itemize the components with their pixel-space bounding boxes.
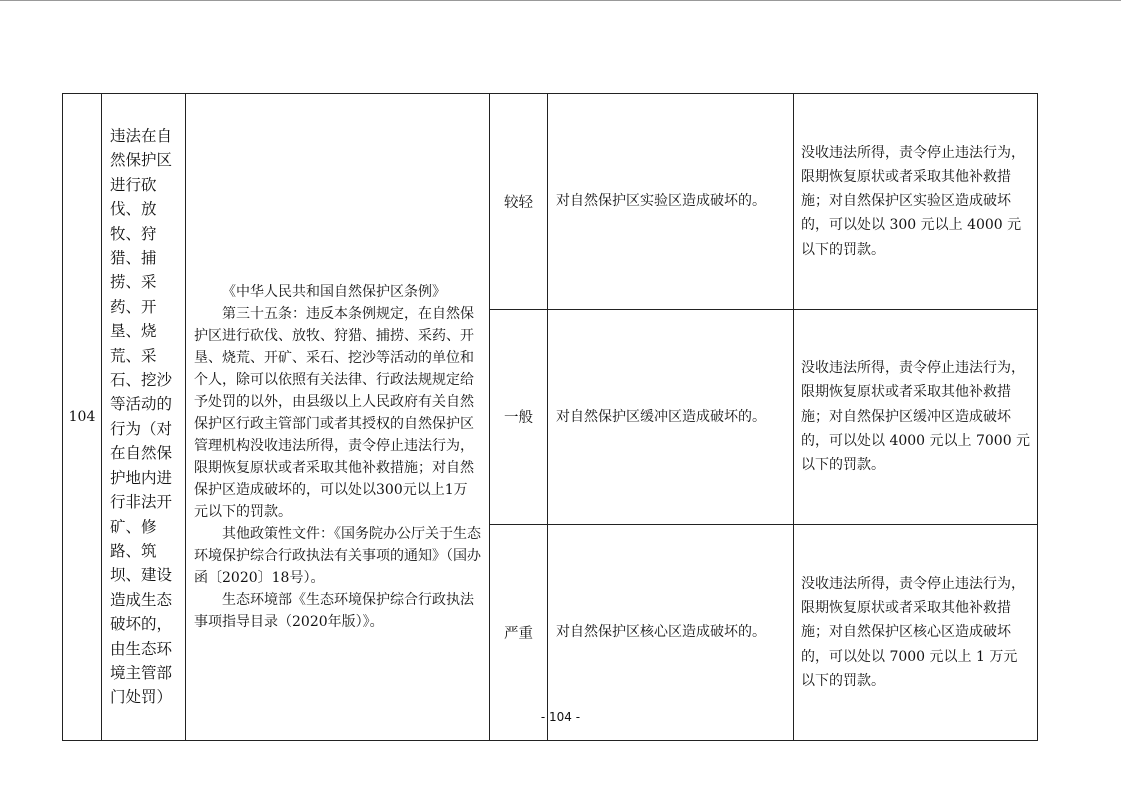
penalty-standard-table [62,93,1038,741]
penalty-cell [794,94,1038,310]
penalty-text: 没收违法所得，责令停止违法行为，限期恢复原状或者采取其他补救措施；对自然保护区缓冲区造成破坏的，可以处以 4000 元以上 7000 元以下的罚款。 [801,360,1031,474]
circumstance-cell [548,309,794,525]
table-row [63,94,1038,310]
item-name: 违法在自然保护区进行砍伐、放牧、狩猎、捕捞、采药、开垦、烧荒、采石、挖沙等活动的行为（对在自然保护地内进行非法开矿、修路、筑坝、建设造成生态破坏的，由生态环境主管部门处罚） [110,127,173,707]
penalty-text: 没收违法所得，责令停止违法行为，限期恢复原状或者采取其他补救措施；对自然保护区实验区造成破坏的，可以处以 300 元以上 4000 元以下的罚款。 [801,144,1025,258]
circumstance-cell [548,94,794,310]
row-number-cell [63,94,102,741]
penalty-cell [794,309,1038,525]
level-cell [490,94,548,310]
basis-article-text: 第三十五条：违反本条例规定，在自然保护区进行砍伐、放牧、狩猎、捕捞、采药、开垦、烧荒、开矿、采石、挖沙等活动的单位和个人，除可以依照有关法律、行政法规规定给予处罚的以外，由县级以上人民政府有关自然保护区行政主管部门或者其授权的自然保护区管理机构没收违法所得，责令停止违法行为，限期恢复原状或者采取其他补救措施；对自然保护区造成破坏的，可以处以300元以上1万元以下的罚款。 [194,305,474,520]
item-name-cell [102,94,186,741]
severity-level: 一般 [504,410,533,427]
circumstance-cell [548,525,794,741]
circumstance-text: 对自然保护区实验区造成破坏的。 [556,193,766,210]
legal-basis-cell [186,94,490,741]
level-cell [490,525,548,741]
basis-directory: 生态环境部《生态环境保护综合行政执法事项指导目录（2020年版）》。 [194,591,474,630]
severity-level: 较轻 [504,194,533,211]
basis-regulation-title: 《中华人民共和国自然保护区条例》 [222,283,446,300]
penalty-cell [794,525,1038,741]
circumstance-text: 对自然保护区核心区造成破坏的。 [556,624,766,641]
page-number: - 104 - [540,710,581,724]
circumstance-text: 对自然保护区缓冲区造成破坏的。 [556,408,766,425]
row-number: 104 [68,408,96,425]
level-cell [490,309,548,525]
penalty-text: 没收违法所得，责令停止违法行为，限期恢复原状或者采取其他补救措施；对自然保护区核心区造成破坏的，可以处以 7000 元以上 1 万元以下的罚款。 [801,575,1025,689]
severity-level: 严重 [504,625,533,642]
basis-policy-document: 其他政策性文件：《国务院办公厅关于生态环境保护综合行政执法有关事项的通知》（国办函〔2020〕18号）。 [194,525,481,586]
page-top-rule [0,0,1121,1]
